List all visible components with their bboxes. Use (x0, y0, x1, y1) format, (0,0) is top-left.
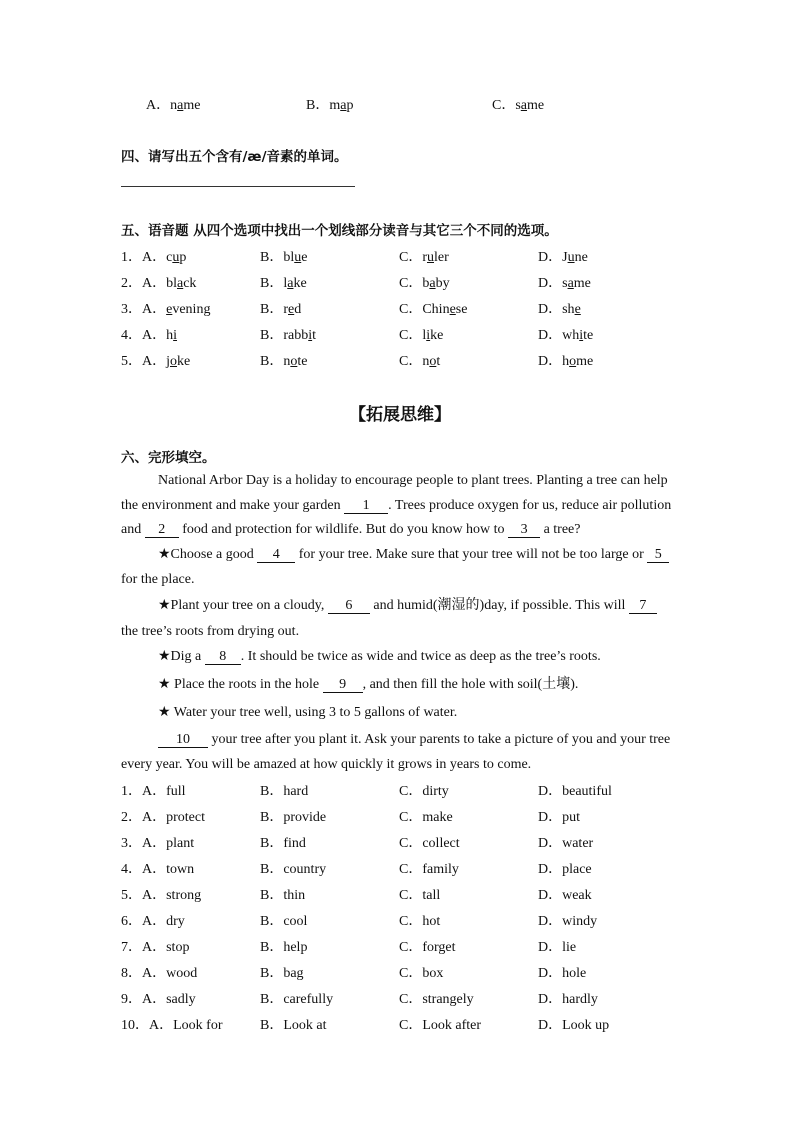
passage-text: for the place. (121, 572, 195, 587)
section6-option[interactable]: B．country (260, 862, 327, 877)
option-text: t (312, 328, 316, 343)
section6-option[interactable]: C．strangely (399, 992, 474, 1007)
section6-option[interactable]: C．hot (399, 914, 441, 929)
passage-line (158, 546, 718, 564)
option-text: vening (172, 302, 211, 317)
option-text: me (576, 354, 594, 369)
section5-option[interactable] (260, 246, 307, 266)
section6-option[interactable]: B．provide (260, 810, 327, 825)
section6-option[interactable]: C．family (399, 862, 459, 877)
section6-option[interactable]: B．help (260, 940, 308, 955)
section5-option[interactable] (260, 350, 307, 370)
option-text: C．l (399, 328, 427, 343)
option-text: ke (177, 354, 191, 369)
underlined-letter: o (569, 354, 577, 369)
blank-8[interactable]: 8 (205, 649, 241, 665)
section6-option[interactable]: C．dirty (399, 784, 449, 799)
option-prefix: C．s (492, 98, 521, 113)
section4-title: 四、请写出五个含有/æ/音素的单词。 (121, 149, 348, 165)
option-text: t (436, 354, 441, 369)
section6-option[interactable]: D．put (538, 810, 580, 825)
option-text: 3．A． (121, 302, 167, 317)
section6-option[interactable]: C．make (399, 810, 453, 825)
section6-option[interactable]: D．place (538, 862, 592, 877)
q3-option-c (492, 97, 544, 115)
section6-option[interactable]: B．find (260, 836, 306, 851)
section5-option[interactable] (399, 272, 450, 292)
option-text: B．r (260, 302, 288, 317)
underlined-letter: e (166, 302, 173, 317)
option-text: D．s (538, 276, 568, 291)
section6-option[interactable]: 3．A．plant (121, 836, 195, 851)
section5-option[interactable] (538, 246, 588, 266)
option-text: e (301, 250, 308, 265)
option-text: B．n (260, 354, 291, 369)
option-text: te (297, 354, 308, 369)
option-prefix: A．n (146, 98, 178, 113)
section5-option[interactable] (121, 298, 210, 318)
option-text: D．wh (538, 328, 580, 343)
passage-text: for your tree. Make sure that your tree will not be too large or (295, 547, 648, 562)
underlined-letter: i (579, 328, 584, 343)
passage-line (158, 676, 718, 694)
section6-option[interactable]: D．weak (538, 888, 592, 903)
passage-text: ★Dig a (158, 649, 205, 664)
blank-2[interactable]: 2 (145, 522, 179, 538)
section6-option[interactable]: B．cool (260, 914, 308, 929)
passage-text: . Trees produce oxygen for us, reduce air pollution (388, 498, 672, 513)
option-text: ke (430, 328, 444, 343)
section6-option[interactable]: 2．A．protect (121, 810, 205, 825)
passage-line (158, 731, 718, 749)
section6-option[interactable]: C．tall (399, 888, 441, 903)
option-text: 2．A．bl (121, 276, 177, 291)
passage-line (121, 571, 681, 589)
passage-text: ★ Place the roots in the hole (158, 677, 323, 692)
q3-option-b (306, 97, 353, 115)
passage-line (121, 521, 681, 539)
section5-option[interactable] (121, 350, 190, 370)
underlined-letter: a (177, 276, 184, 291)
underlined-letter: i (426, 328, 431, 343)
option-text: ke (293, 276, 307, 291)
option-text: se (455, 302, 468, 317)
section5-option[interactable] (260, 272, 307, 292)
section6-option[interactable]: 5．A．strong (121, 888, 202, 903)
option-suffix: me (527, 98, 545, 113)
passage-text: every year. You will be amazed at how quickly it grows in years to come. (121, 757, 532, 772)
option-text: te (583, 328, 594, 343)
passage-line (121, 497, 681, 515)
underlined-letter: o (290, 354, 298, 369)
option-text: D．h (538, 354, 570, 369)
section6-option[interactable]: D．beautiful (538, 784, 612, 799)
underlined-letter: o (429, 354, 437, 369)
passage-text: , and then fill the hole with soil(土壤). (362, 677, 579, 692)
passage-text: ★Plant your tree on a cloudy, (158, 598, 328, 613)
section6-title: 六、完形填空。 (121, 450, 216, 466)
blank-9[interactable]: 9 (323, 677, 363, 693)
section6-option[interactable]: 6．A．dry (121, 914, 185, 929)
underlined-letter: a (429, 276, 436, 291)
passage-text: and humid(潮湿的)day, if possible. This will (369, 598, 629, 613)
underlined-letter: i (173, 328, 178, 343)
section6-option[interactable]: C．collect (399, 836, 460, 851)
option-text: 5．A．j (121, 354, 170, 369)
underlined-letter: a (567, 276, 574, 291)
section5-option[interactable] (121, 246, 186, 266)
q3-option-a (146, 97, 200, 115)
underlined-letter: u (567, 250, 575, 265)
passage-line (121, 623, 681, 641)
underlined-letter: a (520, 98, 528, 113)
section5-option[interactable] (260, 324, 316, 344)
passage-text: your tree after you plant it. Ask your parents to take a picture of you and your tree (208, 732, 671, 747)
passage-text: National Arbor Day is a holiday to encourage people to plant trees. Planting a tree can help (158, 473, 668, 488)
blank-1[interactable]: 1 (344, 498, 388, 514)
section6-option[interactable]: D．lie (538, 940, 577, 955)
option-text: C．Chin (399, 302, 450, 317)
option-suffix: p (346, 98, 354, 113)
section6-option[interactable]: D．hardly (538, 992, 598, 1007)
section6-option[interactable]: 1．A．full (121, 784, 186, 799)
option-text: B．l (260, 276, 288, 291)
section5-option[interactable] (538, 350, 593, 370)
passage-text: . It should be twice as wide and twice as deep as the tree’s roots. (240, 649, 601, 664)
underlined-letter: o (170, 354, 177, 369)
section5-option[interactable] (538, 298, 581, 318)
passage-text: ★Choose a good (158, 547, 258, 562)
section6-option[interactable]: D．Look up (538, 1018, 610, 1033)
option-text: 1．A．c (121, 250, 173, 265)
blank-4[interactable]: 4 (257, 547, 295, 563)
option-text: d (294, 302, 302, 317)
passage-text: a tree? (540, 522, 581, 537)
blank-10[interactable]: 10 (158, 732, 208, 748)
section6-option[interactable]: B．carefully (260, 992, 334, 1007)
section6-option[interactable]: 9．A．sadly (121, 992, 196, 1007)
passage-text: the environment and make your garden (121, 498, 345, 513)
underlined-letter: u (172, 250, 180, 265)
passage-line (158, 648, 718, 666)
option-text: by (435, 276, 450, 291)
section6-option[interactable]: D．hole (538, 966, 587, 981)
blank-3[interactable]: 3 (508, 522, 540, 538)
section6-option[interactable]: 7．A．stop (121, 940, 190, 955)
passage-text: and (121, 522, 145, 537)
blank-5[interactable]: 5 (647, 547, 669, 563)
section5-option[interactable] (399, 350, 440, 370)
passage-text: ★ Water your tree well, using 3 to 5 gallons of water. (158, 705, 458, 720)
passage-line (158, 597, 718, 615)
section5-option[interactable] (399, 298, 467, 318)
passage-text: the tree’s roots from drying out. (121, 624, 300, 639)
section6-option[interactable]: D．windy (538, 914, 598, 929)
option-prefix: B．m (306, 98, 341, 113)
underlined-letter: i (308, 328, 313, 343)
section6-option[interactable]: B．hard (260, 784, 309, 799)
underlined-letter: a (340, 98, 347, 113)
option-text: C．b (399, 276, 430, 291)
section5-option[interactable] (121, 324, 177, 344)
section6-option[interactable]: 10．A．Look for (121, 1018, 223, 1033)
option-text: C．r (399, 250, 427, 265)
section6-option[interactable]: C．box (399, 966, 444, 981)
blank-6[interactable]: 6 (328, 598, 370, 614)
option-text: B．rabb (260, 328, 309, 343)
option-text: D．J (538, 250, 568, 265)
underlined-letter: u (294, 250, 302, 265)
option-text: ne (574, 250, 588, 265)
underlined-letter: e (574, 302, 581, 317)
underlined-letter: a (287, 276, 294, 291)
answer-write-line[interactable] (121, 186, 355, 187)
underlined-letter: u (427, 250, 434, 265)
option-text: B．bl (260, 250, 295, 265)
section6-option[interactable]: B．bag (260, 966, 304, 981)
section6-option[interactable]: C．forget (399, 940, 456, 955)
option-suffix: me (183, 98, 201, 113)
option-text: ler (434, 250, 449, 265)
option-text: 4．A．h (121, 328, 174, 343)
section6-option[interactable]: B．thin (260, 888, 306, 903)
section6-option[interactable]: C．Look after (399, 1018, 482, 1033)
section5-option[interactable] (399, 324, 443, 344)
section6-option[interactable]: 8．A．wood (121, 966, 198, 981)
section5-option[interactable] (399, 246, 449, 266)
section5-title: 五、语音题 从四个选项中找出一个划线部分读音与其它三个不同的选项。 (121, 223, 558, 239)
blank-7[interactable]: 7 (629, 598, 657, 614)
passage-text: food and protection for wildlife. But do you know how to (178, 522, 509, 537)
extension-title: 【拓展思维】 (349, 405, 451, 425)
option-text: C．n (399, 354, 430, 369)
passage-line (121, 756, 681, 774)
option-text: D．sh (538, 302, 575, 317)
passage-line (158, 472, 718, 490)
underlined-letter: a (177, 98, 184, 113)
passage-line (158, 704, 718, 722)
section5-option[interactable] (538, 324, 593, 344)
section5-option[interactable] (538, 272, 591, 292)
section6-option[interactable]: D．water (538, 836, 594, 851)
underlined-letter: e (288, 302, 295, 317)
option-text: ck (183, 276, 197, 291)
section6-option[interactable]: 4．A．town (121, 862, 195, 877)
section5-option[interactable] (121, 272, 196, 292)
section6-option[interactable]: B．Look at (260, 1018, 327, 1033)
underlined-letter: e (449, 302, 456, 317)
option-text: me (573, 276, 591, 291)
option-text: p (179, 250, 187, 265)
section5-option[interactable] (260, 298, 301, 318)
